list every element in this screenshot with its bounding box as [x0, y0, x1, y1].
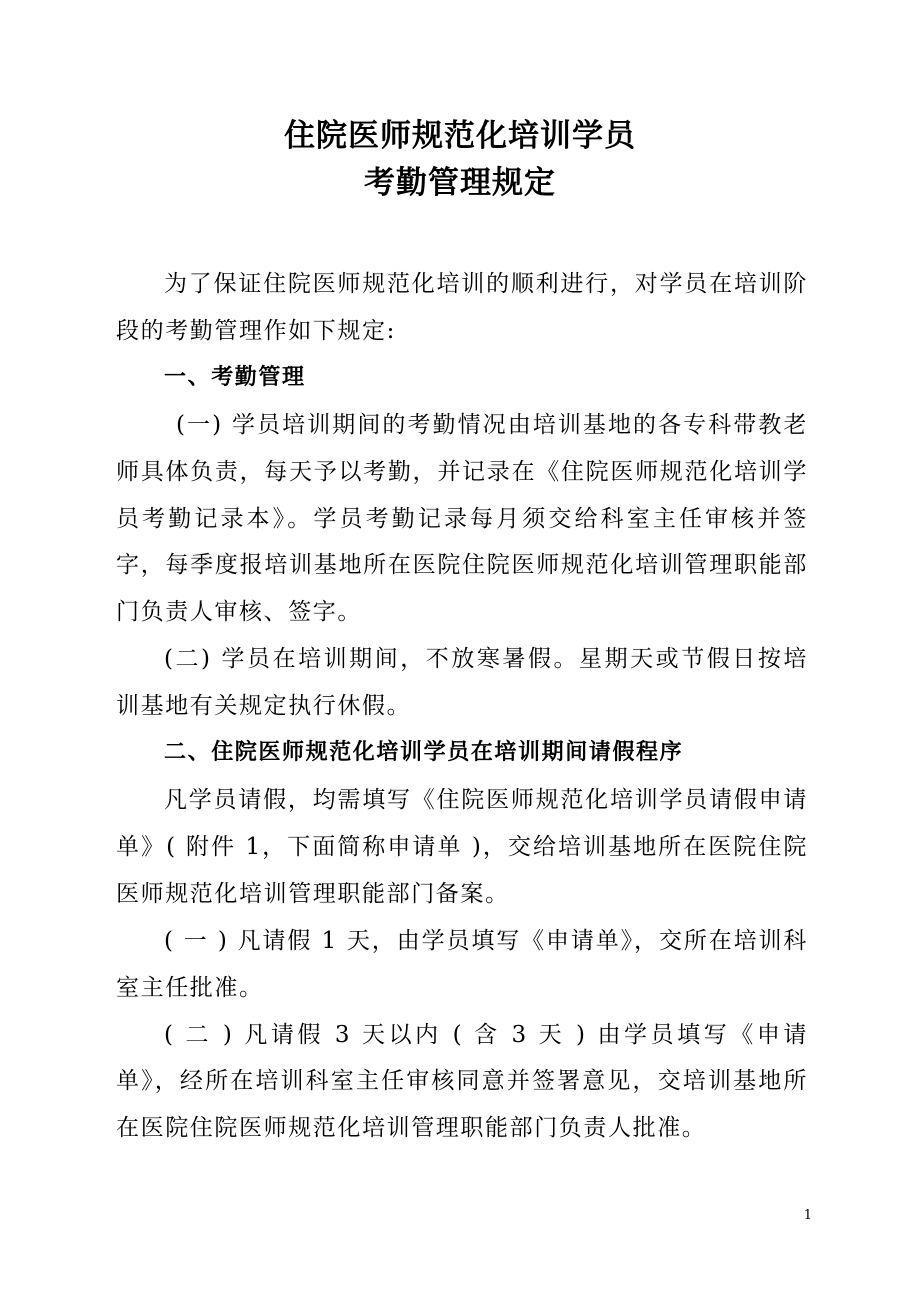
- section-2-heading: 二、住院医师规范化培训学员在培训期间请假程序: [164, 740, 684, 766]
- section-2-item-2: ( 二 ) 凡请假 3 天以内 ( 含 3 天 ) 由学员填写《申请单》，经所在培训科室主任审核同意并签署意见，交培训基地所在医院住院医师规范化培训管理职能部门负责人批准。: [116, 1021, 808, 1142]
- section-1-item-2: (二) 学员在培训期间，不放寒暑假。星期天或节假日按培训基地有关规定执行休假。: [116, 646, 808, 720]
- page-number: 1: [803, 1208, 812, 1223]
- document-title-line-2: 考勤管理规定: [364, 165, 556, 201]
- intro-paragraph: 为了保证住院医师规范化培训的顺利进行，对学员在培训阶段的考勤管理作如下规定:: [116, 271, 808, 344]
- section-1-heading: 一、考勤管理: [164, 364, 306, 390]
- section-1-item-1: (一) 学员培训期间的考勤情况由培训基地的各专科带教老师具体负责，每天予以考勤，并记录在《住院医师规范化培训学员考勤记录本》。学员考勤记录每月须交给科室主任审核并签字，每季度报培训基地所在医院住院医师规范化培训管理职能部门负责人审核、签字。: [116, 411, 808, 626]
- document-title-line-1: 住院医师规范化培训学员: [284, 118, 636, 154]
- document-body: [116, 261, 808, 1152]
- section-2-intro: 凡学员请假，均需填写《住院医师规范化培训学员请假申请单》( 附件 1，下面简称申请单 )，交给培训基地所在医院住院医师规范化培训管理职能部门备案。: [116, 786, 808, 907]
- section-2-item-1: ( 一 ) 凡请假 1 天，由学员填写《申请单》，交所在培训科室主任批准。: [116, 927, 808, 1001]
